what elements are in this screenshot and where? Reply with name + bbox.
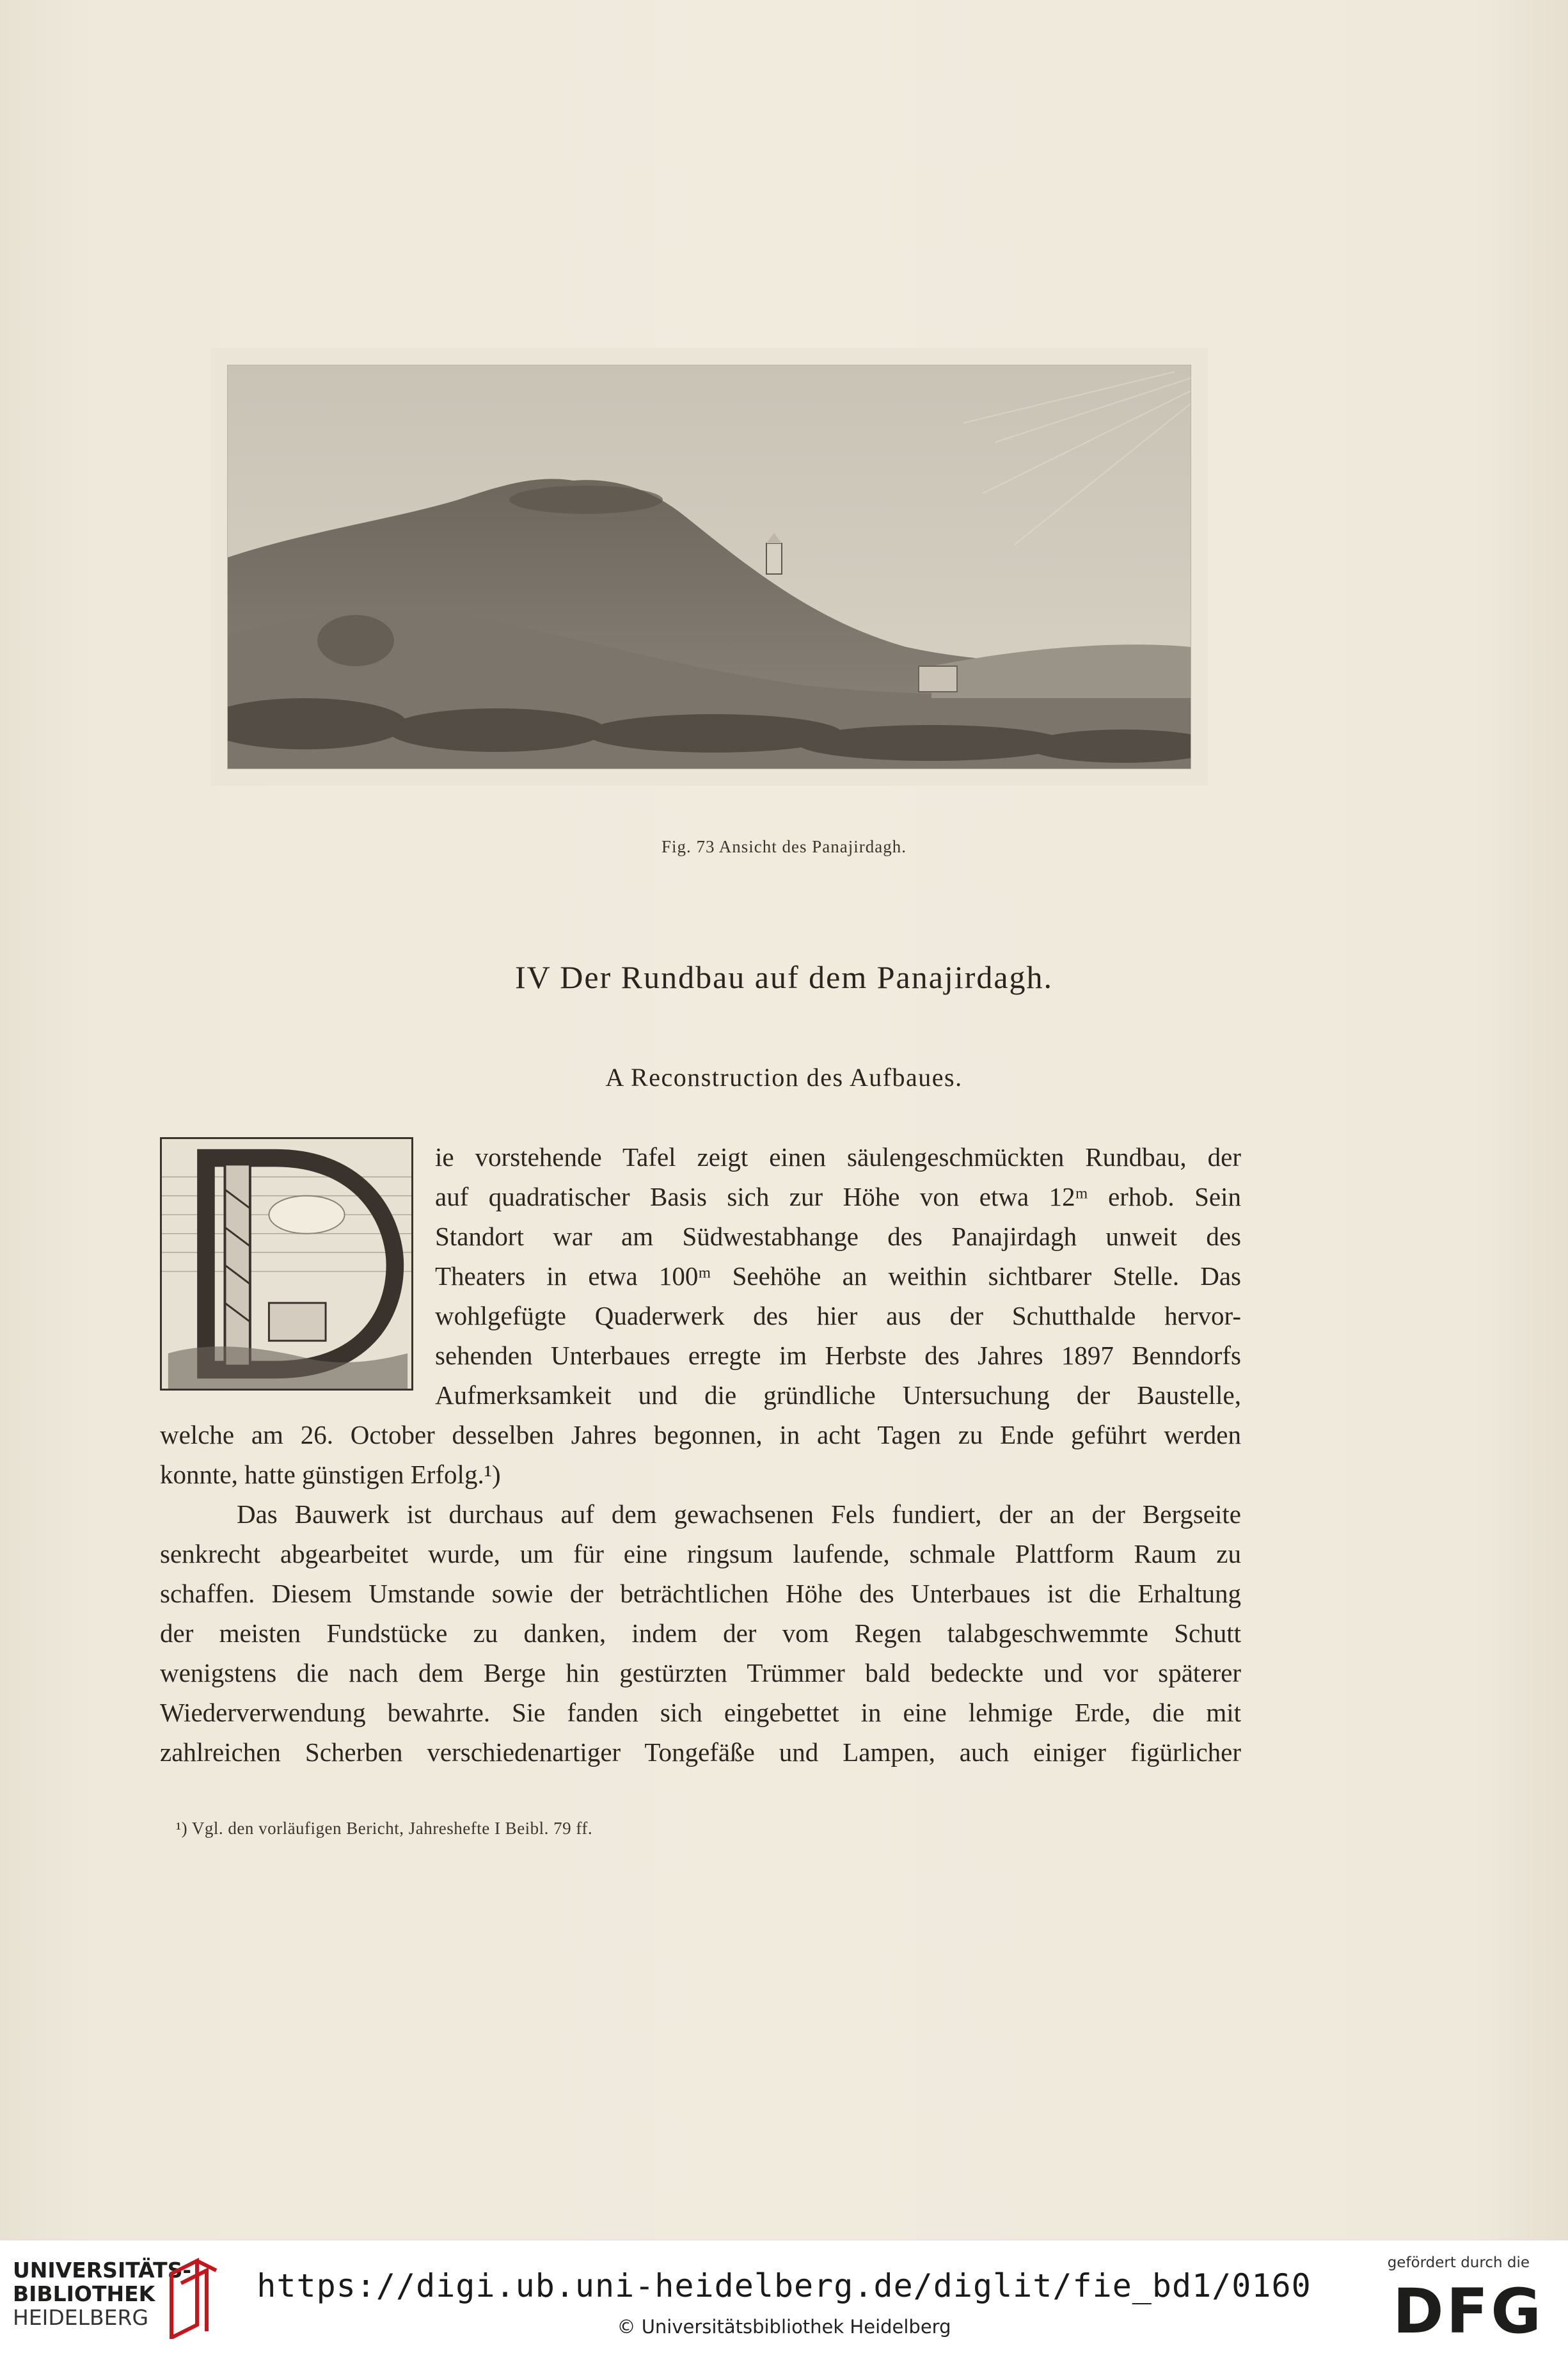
text-line-14: wenigstens die nach dem Berge hin gestürzten Trümmer bald bedeckte und vor späterer [160,1658,1241,1687]
text-line-4: Theaters in etwa 100ᵐ Seehöhe an weithin sichtbarer Stelle. Das [435,1261,1241,1291]
text-line-16: zahlreichen Scherben verschiedenartiger Tongefäße und Lampen, auch einiger figürlicher [160,1737,1241,1767]
text-line-12: schaffen. Diesem Umstande sowie der beträchtlichen Höhe des Unterbaues ist die Erhaltung [160,1579,1241,1608]
text-line-2: auf quadratischer Basis sich zur Höhe von etwa 12ᵐ erhob. Sein [435,1182,1241,1211]
text-line-10: Das Bauwerk ist durchaus auf dem gewachsenen Fels fundiert, der an der Bergseite [237,1499,1241,1529]
text-line-15: Wiederverwendung bewahrte. Sie fanden sich eingebettet in eine lehmige Erde, die mit [160,1698,1241,1727]
library-name-line2: BIBLIOTHEK [13,2281,155,2306]
text-line-6: sehenden Unterbaues erregte im Herbste des Jahres 1897 Benndorfs [435,1341,1241,1370]
text-line-7: Aufmerksamkeit und die gründliche Untersuchung der Baustelle, [435,1380,1241,1410]
decorated-initial-d [160,1137,413,1391]
viewer-footer [0,2240,1568,2353]
copyright-notice: © Universitätsbibliothek Heidelberg [617,2316,951,2338]
funded-by-label: gefördert durch die [1387,2254,1530,2271]
library-name-line3: HEIDELBERG [13,2305,149,2330]
text-line-1: ie vorstehende Tafel zeigt einen säulengeschmückten Rundbau, der [435,1142,1241,1172]
text-line-3: Standort war am Südwestabhange des Panajirdagh unweit des [435,1222,1241,1251]
permalink-url[interactable]: https://digi.ub.uni-heidelberg.de/diglit/fie_bd1/0160 [257,2267,1311,2304]
library-name-line1: UNIVERSITÄTS- [13,2258,192,2283]
text-line-5: wohlgefügte Quaderwerk des hier aus der Schutthalde hervor- [435,1301,1241,1330]
landscape-illustration [228,365,1191,769]
text-line-13: der meisten Fundstücke zu danken, indem der vom Regen talabgeschwemmte Schutt [160,1618,1241,1648]
text-line-11: senkrecht abgearbeitet wurde, um für eine ringsum laufende, schmale Plattform Raum zu [160,1539,1241,1568]
dfg-logo[interactable]: DFG [1392,2276,1544,2347]
figure-panajirdagh-landscape [227,365,1191,769]
figure-caption: Fig. 73 Ansicht des Panajirdagh. [661,837,907,856]
initial-illustration [162,1139,411,1389]
text-line-8: welche am 26. October desselben Jahres begonnen, in acht Tagen zu Ende geführt werden [160,1420,1241,1449]
chapter-heading: IV Der Rundbau auf dem Panajirdagh. [514,959,1054,995]
section-heading: A Reconstruction des Aufbaues. [605,1063,963,1092]
footnote: ¹) Vgl. den vorläufigen Bericht, Jahreshefte I Beibl. 79 ff. [176,1819,593,1838]
text-line-9: konnte, hatte günstigen Erfolg.¹) [160,1460,501,1489]
